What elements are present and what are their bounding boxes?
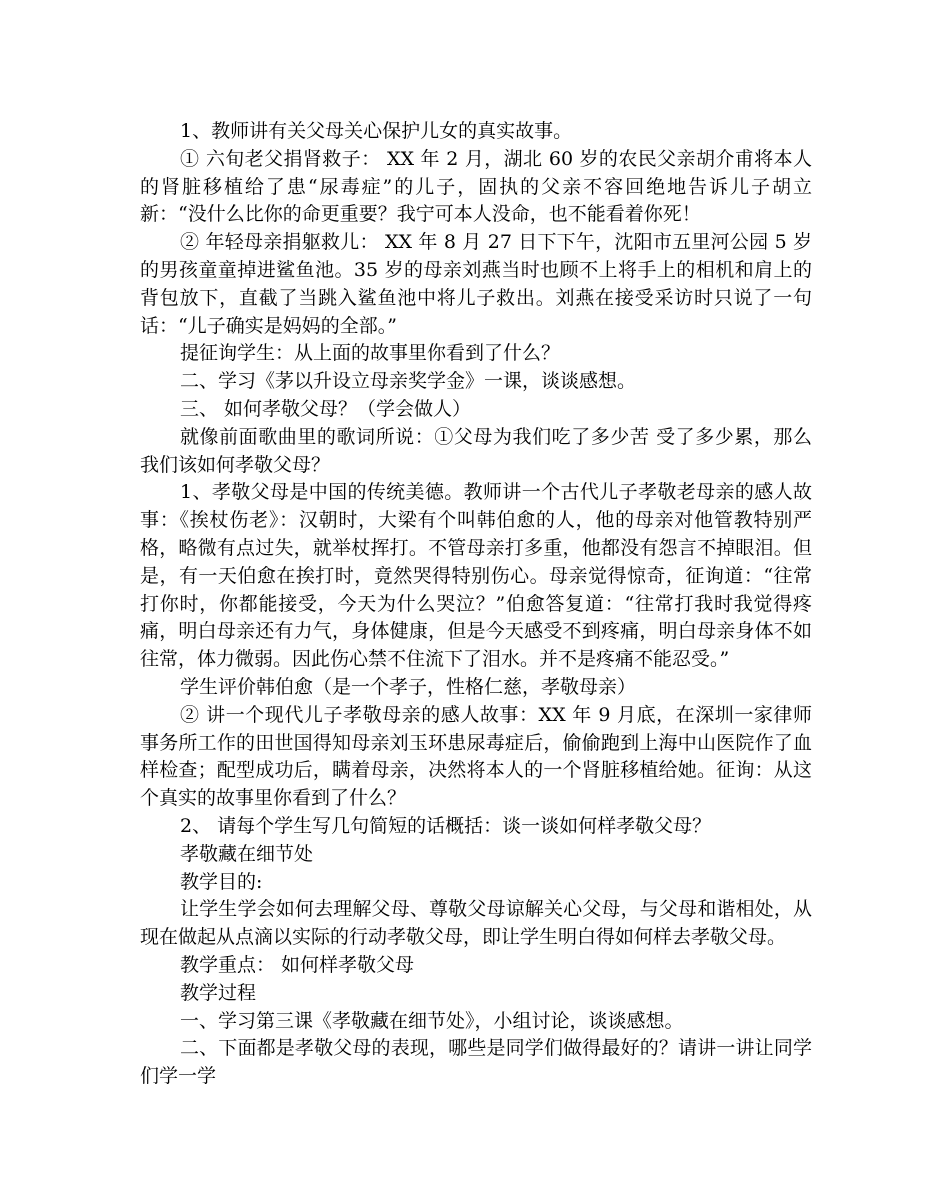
paragraph-18: 二、下面都是孝敬父母的表现，哪些是同学们做得最好的？请讲一讲让同学们学一学: [140, 1037, 812, 1088]
paragraph-15: 教学重点： 如何样孝敬父母: [180, 953, 415, 976]
paragraph-1: 1、教师讲有关父母关心保护儿女的真实故事。: [180, 120, 573, 142]
paragraph-16: 教学过程: [180, 981, 257, 1004]
paragraph-11: 2、 请每个学生写几句简短的话概括：谈一谈如何样孝敬父母？: [180, 814, 712, 837]
paragraph-8: 1、孝敬父母是中国的传统美德。教师讲一个古代儿子孝敬老母亲的感人故事：《挨杖伤老》：汉朝时，大梁有个叫韩伯愈的人，他的母亲对他管教特别严格，略微有点过失，就举杖挥打。不管母亲打多重，他都没有怨言不掉眼泪。但是，有一天伯愈在挨打时，竟然哭得特别伤心。母亲觉得惊奇，征询道：“往常打你时，你都能接受，今天为什么哭泣？”伯愈答复道：“往常打我时我觉得疼痛，明白母亲还有力气，身体健康，但是今天感受不到疼痛，明白母亲身体不如往常，体力微弱。因此伤心禁不住流下了泪水。并不是疼痛不能忍受。”: [140, 481, 812, 671]
paragraph-5: 二、学习《茅以升设立母亲奖学金》一课，谈谈感想。: [180, 370, 637, 393]
paragraph-3: ② 年轻母亲捐躯救儿： XX 年 8 月 27 日下下午，沈阳市五里河公园 5 岁的男孩童童掉进鲨鱼池。35 岁的母亲刘燕当时也顾不上将手上的相机和肩上的背包放下，直截了当跳入鲨鱼池中将儿子救出。刘燕在接受采访时只说了一句话：“儿子确实是妈妈的全部。”: [140, 231, 812, 337]
document-body: [140, 118, 812, 1091]
paragraph-10: ② 讲一个现代儿子孝敬母亲的感人故事：XX 年 9 月底，在深圳一家律师事务所工作的田世国得知母亲刘玉环患尿毒症后，偷偷跑到上海中山医院作了血样检查；配型成功后，瞒着母亲，决然将本人的一个肾脏移植给她。征询：从这个真实的故事里你看到了什么？: [140, 703, 812, 810]
paragraph-6: 三、 如何孝敬父母？（学会做人）: [180, 397, 472, 420]
paragraph-7: 就像前面歌曲里的歌词所说：①父母为我们吃了多少苦 受了多少累，那么我们该如何孝敬父母？: [140, 425, 812, 476]
paragraph-12: 孝敬藏在细节处: [180, 842, 314, 865]
paragraph-13: 教学目的:: [180, 870, 263, 893]
paragraph-4: 提征询学生：从上面的故事里你看到了什么？: [180, 342, 561, 365]
paragraph-14: 让学生学会如何去理解父母、尊敬父母谅解关心父母，与父母和谐相处，从现在做起从点滴以实际的行动孝敬父母，即让学生明白得如何样去孝敬父母。: [140, 898, 812, 949]
paragraph-9: 学生评价韩伯愈（是一个孝子，性格仁慈，孝敬母亲）: [180, 675, 637, 698]
paragraph-17: 一、学习第三课《孝敬藏在细节处》，小组讨论，谈谈感想。: [180, 1009, 684, 1032]
paragraph-2: ① 六旬老父捐肾救子： XX 年 2 月，湖北 60 岁的农民父亲胡介甫将本人的肾脏移植给了患“尿毒症”的儿子，固执的父亲不容回绝地告诉儿子胡立新：“没什么比你的命更重要？我宁可本人没命，也不能看着你死！: [140, 147, 812, 226]
